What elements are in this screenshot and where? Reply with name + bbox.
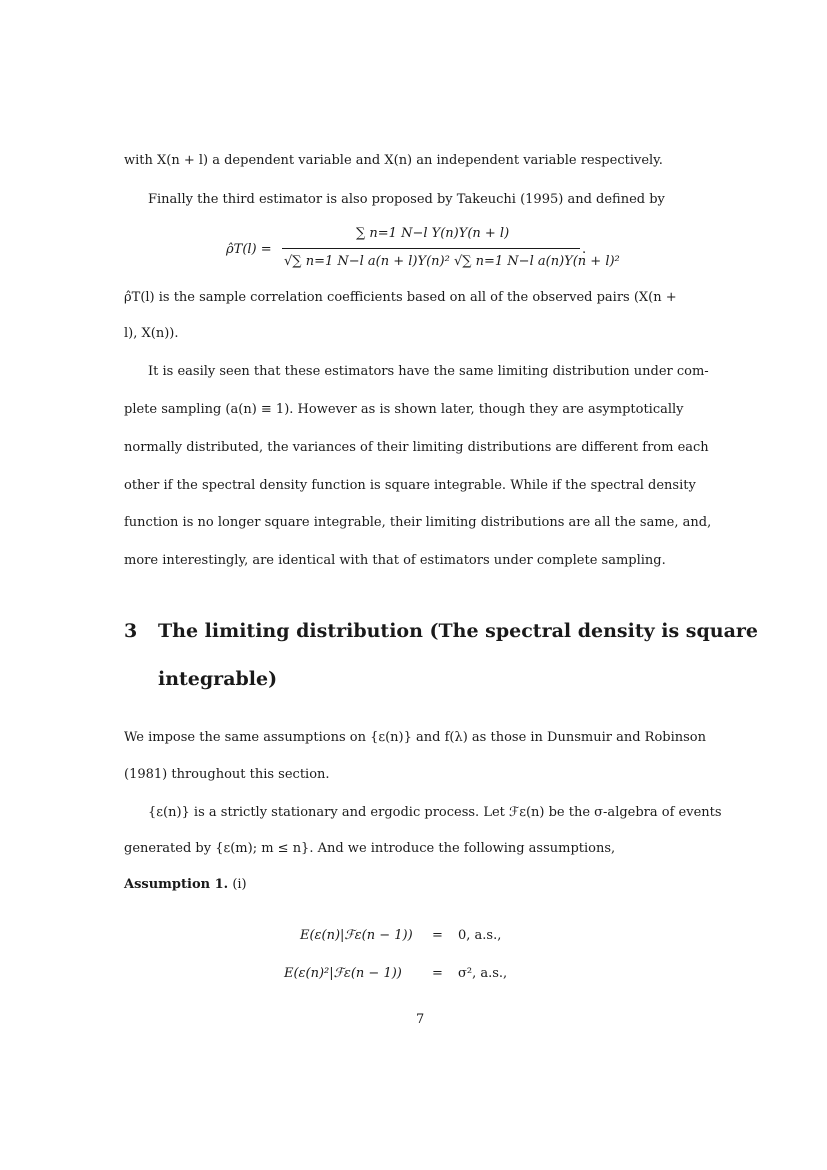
- equation-period: .: [582, 242, 587, 257]
- fraction-bar: [282, 248, 580, 249]
- section-number: 3: [124, 620, 138, 642]
- correlation-equation: [226, 226, 620, 276]
- paragraph-line: It is easily seen that these estimators have the same limiting distribution under com-: [148, 364, 709, 379]
- assumption-item: (i): [232, 877, 247, 892]
- paragraph-line: {ε(n)} is a strictly stationary and ergodic process. Let ℱε(n) be the σ-algebra of events: [148, 805, 722, 820]
- equation-lhs: ρ̂T(l) =: [226, 242, 272, 257]
- equation-denominator: √∑ n=1 N−l a(n + l)Y(n)² √∑ n=1 N−l a(n)Y(n + l)²: [284, 254, 620, 269]
- paragraph-line: l), X(n)).: [124, 326, 179, 341]
- paragraph-line: other if the spectral density function is square integrable. While if the spectral density: [124, 478, 696, 493]
- assumption-eq-rhs-1: 0, a.s.,: [458, 928, 502, 943]
- section-title-continued: integrable): [158, 668, 278, 690]
- paragraph-line: plete sampling (a(n) ≡ 1). However as is shown later, though they are asymptotically: [124, 402, 684, 417]
- assumption-eq-sign-2: =: [432, 966, 443, 981]
- equation-numerator: ∑ n=1 N−l Y(n)Y(n + l): [356, 226, 510, 241]
- paragraph-line: with X(n + l) a dependent variable and X(n) an independent variable respectively.: [124, 153, 663, 168]
- paragraph-line: We impose the same assumptions on {ε(n)} and f(λ) as those in Dunsmuir and Robinson: [124, 730, 707, 745]
- paragraph-line: (1981) throughout this section.: [124, 767, 330, 782]
- paragraph-line: Finally the third estimator is also proposed by Takeuchi (1995) and defined by: [148, 192, 665, 207]
- paragraph-line: generated by {ε(m); m ≤ n}. And we introduce the following assumptions,: [124, 841, 616, 856]
- assumption-eq-rhs-2: σ², a.s.,: [458, 966, 508, 981]
- paragraph-line: normally distributed, the variances of their limiting distributions are different from each: [124, 440, 709, 455]
- assumption-eq-lhs-2: E(ε(n)²|ℱε(n − 1)): [284, 966, 402, 981]
- assumption-eq-sign-1: =: [432, 928, 443, 943]
- page-number: 7: [416, 1012, 425, 1027]
- assumption-heading: [124, 877, 247, 892]
- assumption-label: Assumption 1.: [124, 877, 229, 892]
- assumption-eq-lhs-1: E(ε(n)|ℱε(n − 1)): [300, 928, 413, 943]
- paragraph-line: more interestingly, are identical with that of estimators under complete sampling.: [124, 553, 666, 568]
- section-title: The limiting distribution (The spectral density is square: [158, 620, 759, 642]
- paragraph-line: ρ̂T(l) is the sample correlation coefficients based on all of the observed pairs (X(n +: [124, 290, 677, 305]
- paragraph-line: function is no longer square integrable, their limiting distributions are all the same, and,: [124, 515, 712, 530]
